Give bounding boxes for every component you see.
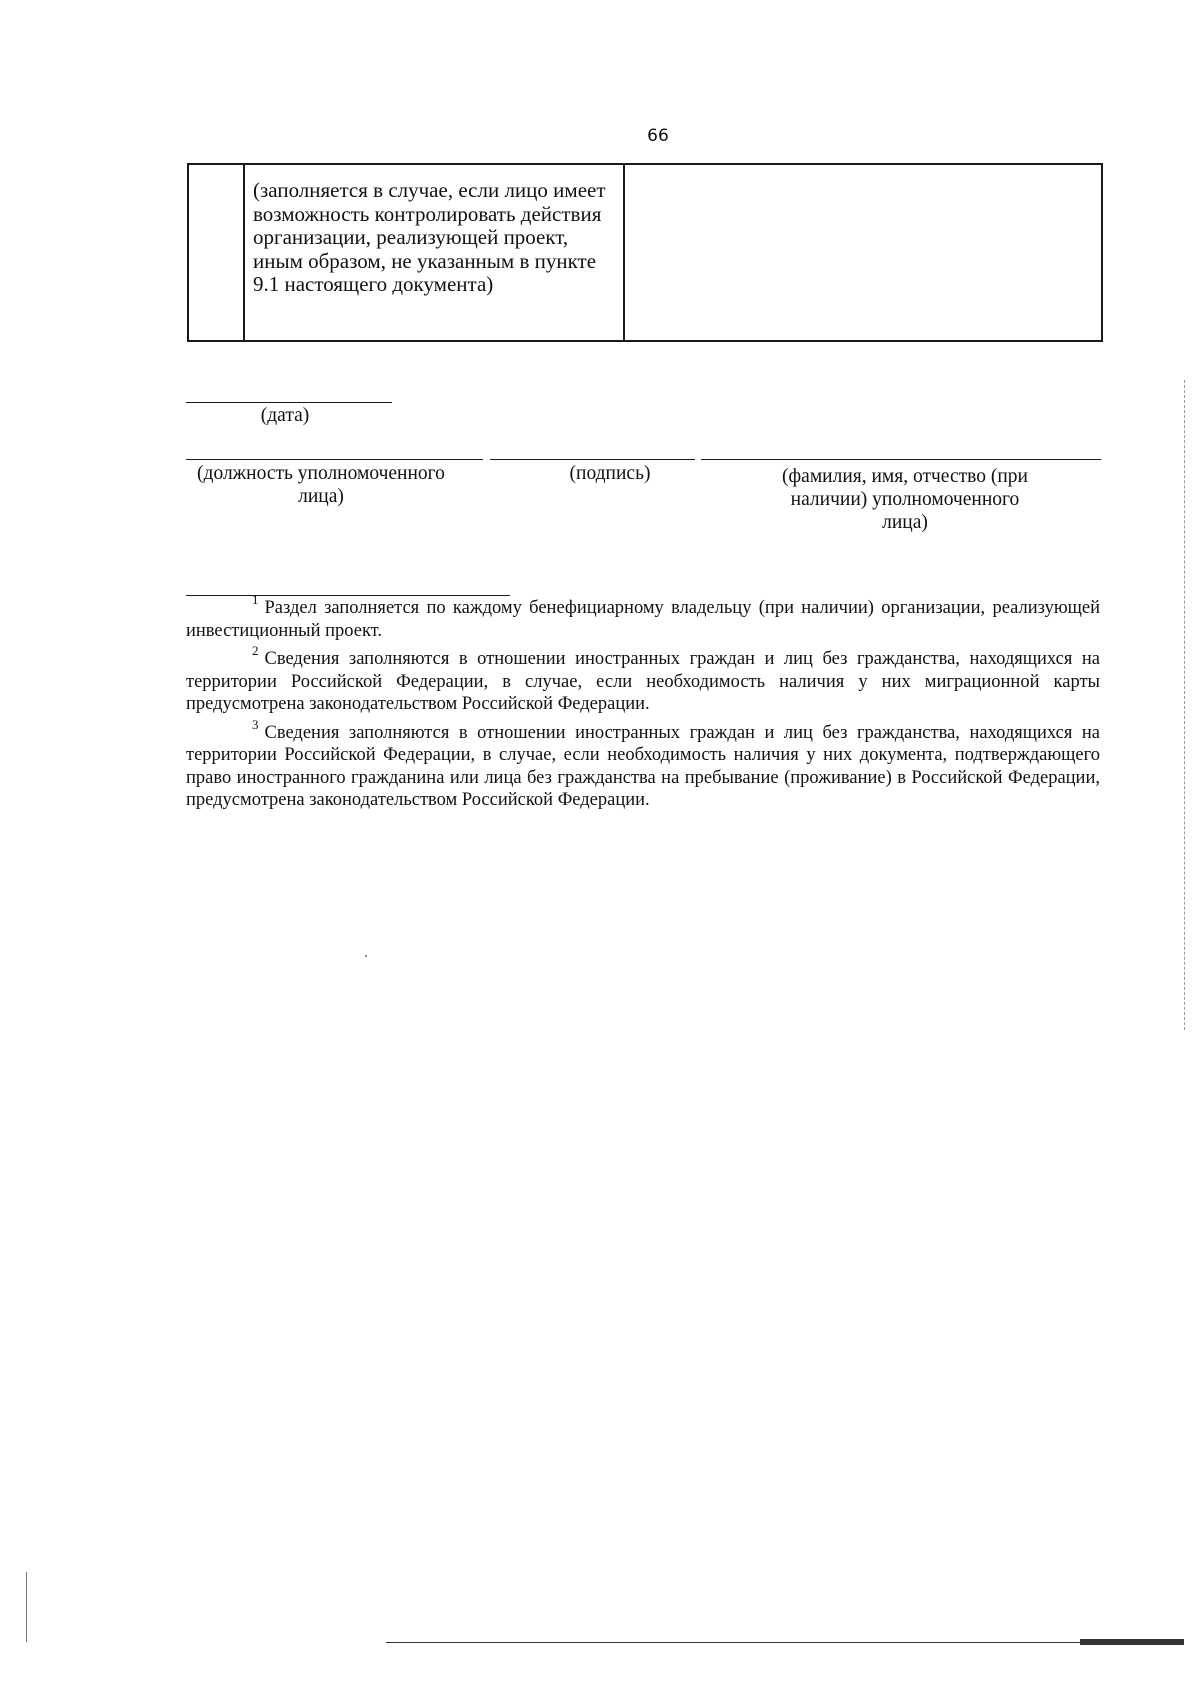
row-description-text: (заполняется в случае, если лицо имеет возможность контролировать действия организации, реализующей проект, иным образом, не указанным в пункте 9.1 настоящего документа) [253,178,606,296]
page-number: 66 [647,126,669,146]
row-value-cell [624,164,1102,341]
date-label: (дата) [260,405,310,426]
footnote-text: Сведения заполняются в отношении иностранных граждан и лиц без гражданства, находящихся на территории Российской Федерации, в случае, если необходимость наличия у них миграционной карты предусмотрена законодательством Российской Федерации. [186,649,1100,714]
footnote-mark: 3 [252,716,259,732]
name-line [701,459,1101,460]
scan-speck [365,955,367,957]
footnote [186,643,1100,716]
name-label: (фамилия, имя, отчество (при наличии) уполномоченного лица) [782,466,1028,533]
position-label: (должность уполномоченного лица) [197,463,445,507]
footnote-mark: 2 [252,643,259,658]
table-row [188,164,1102,341]
footnote-text: Раздел заполняется по каждому бенефициарному владельцу (при наличии) организации, реализующей инвестиционный проект. [186,598,1100,641]
position-line [186,459,483,460]
form-table [187,163,1103,342]
footnotes [186,592,1100,818]
scan-edge-mark [26,1572,27,1642]
signature-line [490,459,695,460]
row-index-cell [188,164,244,341]
footnote [186,592,1100,642]
footnote [186,716,1100,812]
date-line [186,402,392,403]
scan-bottom-line [386,1642,1184,1643]
row-description-cell [244,164,624,341]
scan-bottom-bar [1080,1639,1184,1645]
footnote-text: Сведения заполняются в отношении иностранных граждан и лиц без гражданства, находящихся на территории Российской Федерации, в случае, если необходимость наличия у них документа, подтверждающего право иностранного гражданина или лица без гражданства на пребывание (проживание) в Российской Федерации, предусмотрена законодательством Российской Федерации. [186,722,1100,810]
footnote-mark: 1 [252,592,259,607]
footnote-separator [186,595,510,596]
signature-label: (подпись) [569,463,651,484]
scan-edge-mark [1184,380,1185,1030]
